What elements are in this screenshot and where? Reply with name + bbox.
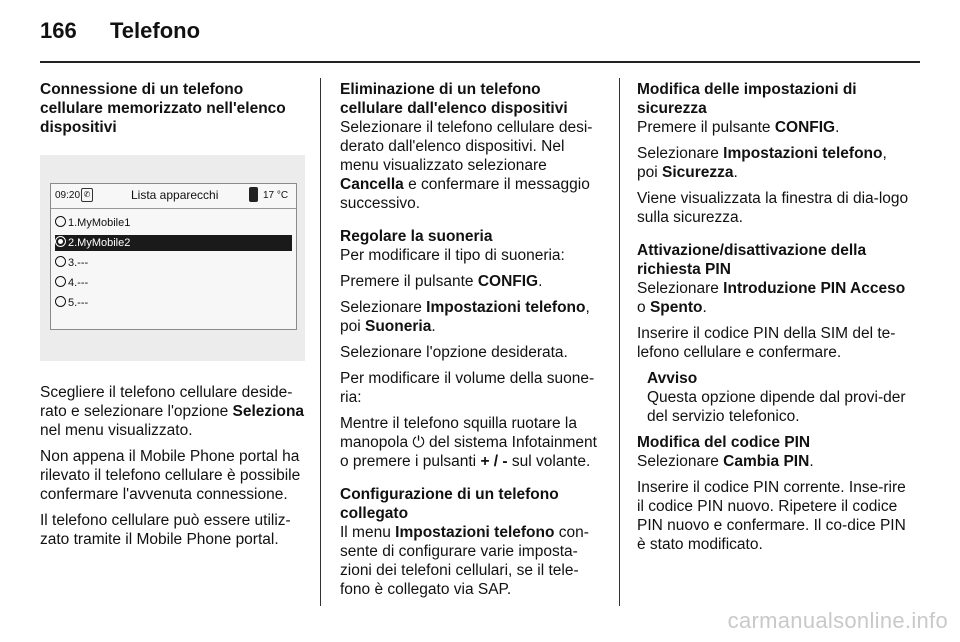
- paragraph: Il menu Impostazioni telefono con-sente di configurare varie imposta-zioni dei telefoni cellulari, se il tele-fono è collegato via SAP.: [340, 524, 589, 598]
- temperature: 17 °C: [263, 190, 289, 201]
- column-2: [340, 80, 602, 606]
- paragraph: Selezionare Cambia PIN.: [637, 453, 814, 470]
- column-divider: [619, 78, 620, 606]
- column-3: [637, 80, 910, 561]
- paragraph: Selezionare il telefono cellulare desi-derato dall'elenco dispositivi. Nel menu visualizzato selezionare Cancella e confermare il messaggio successivo.: [340, 119, 593, 212]
- screen-status-bar: [51, 184, 296, 209]
- section-heading: Connessione di un telefono cellulare memorizzato nell'elenco dispositivi: [40, 81, 286, 136]
- device-list-item[interactable]: 5.---: [55, 295, 292, 311]
- clock: 09:20: [55, 190, 81, 201]
- infotainment-screen: [50, 183, 297, 330]
- paragraph: Mentre il telefono squilla ruotare la manopola ⏻ del sistema Infotainment o premere i pulsanti + / - sul volante.: [340, 415, 597, 470]
- paragraph: Selezionare Introduzione PIN Acceso o Spento.: [637, 280, 906, 316]
- paragraph: Inserire il codice PIN della SIM del te-lefono cellulare e confermare.: [637, 325, 896, 361]
- radio-selected-icon: [55, 236, 66, 247]
- paragraph: Il telefono cellulare può essere utiliz-zato tramite il Mobile Phone portal.: [40, 512, 291, 548]
- note-title: Avviso: [647, 370, 698, 387]
- page-number: 166: [40, 18, 77, 43]
- paragraph: Selezionare Impostazioni telefono, poi Sicurezza.: [637, 145, 887, 181]
- note-text: Questa opzione dipende dal provi-der del servizio telefonico.: [647, 389, 906, 425]
- section-heading: Regolare la suoneria: [340, 228, 493, 245]
- column-1: [40, 80, 305, 556]
- device-list-item[interactable]: 3.---: [55, 255, 292, 271]
- paragraph: Selezionare Impostazioni telefono, poi Suoneria.: [340, 299, 590, 335]
- device-list-item-selected[interactable]: 2.MyMobile2: [55, 235, 292, 251]
- column-divider: [320, 78, 321, 606]
- paragraph: Per modificare il tipo di suoneria:: [340, 247, 565, 264]
- section-heading: Configurazione di un telefono collegato: [340, 486, 559, 522]
- device-list-item[interactable]: 1.MyMobile1: [55, 215, 292, 231]
- thermometer-icon: [249, 187, 258, 202]
- page-header: [40, 18, 200, 44]
- paragraph: Premere il pulsante CONFIG.: [340, 273, 543, 290]
- paragraph: Non appena il Mobile Phone portal ha rilevato il telefono cellulare è possibile confermare l'avvenuta connessione.: [40, 448, 301, 503]
- radio-icon: [55, 296, 66, 307]
- paragraph: Per modificare il volume della suone-ria:: [340, 370, 595, 406]
- device-screen-image: [40, 155, 305, 361]
- device-list-item[interactable]: 4.---: [55, 275, 292, 291]
- radio-icon: [55, 256, 66, 267]
- section-heading: Eliminazione di un telefono cellulare dall'elenco dispositivi: [340, 81, 568, 117]
- paragraph: Premere il pulsante CONFIG.: [637, 119, 840, 136]
- screen-title: Lista apparecchi: [131, 188, 219, 202]
- paragraph: Scegliere il telefono cellulare deside-rato e selezionare l'opzione Seleziona nel menu visualizzato.: [40, 384, 305, 439]
- section-heading: Modifica del codice PIN: [637, 434, 811, 451]
- radio-icon: [55, 276, 66, 287]
- note-box: [647, 369, 910, 426]
- paragraph: Viene visualizzata la finestra di dia-logo sulla sicurezza.: [637, 190, 909, 226]
- paragraph: Inserire il codice PIN corrente. Inse-rire il codice PIN nuovo. Ripetere il codice PIN nuovo e confermare. Il co-dice PIN è stato modificato.: [637, 479, 906, 553]
- watermark: carmanualsonline.info: [727, 608, 948, 633]
- radio-icon: [55, 216, 66, 227]
- phone-icon: ✆: [81, 188, 93, 202]
- paragraph: Selezionare l'opzione desiderata.: [340, 344, 568, 361]
- section-heading: Attivazione/disattivazione della richiesta PIN: [637, 242, 867, 278]
- section-heading: Modifica delle impostazioni di sicurezza: [637, 81, 857, 117]
- power-knob-icon: ⏻: [412, 434, 425, 451]
- page-title: Telefono: [110, 18, 201, 43]
- header-rule: [40, 61, 920, 63]
